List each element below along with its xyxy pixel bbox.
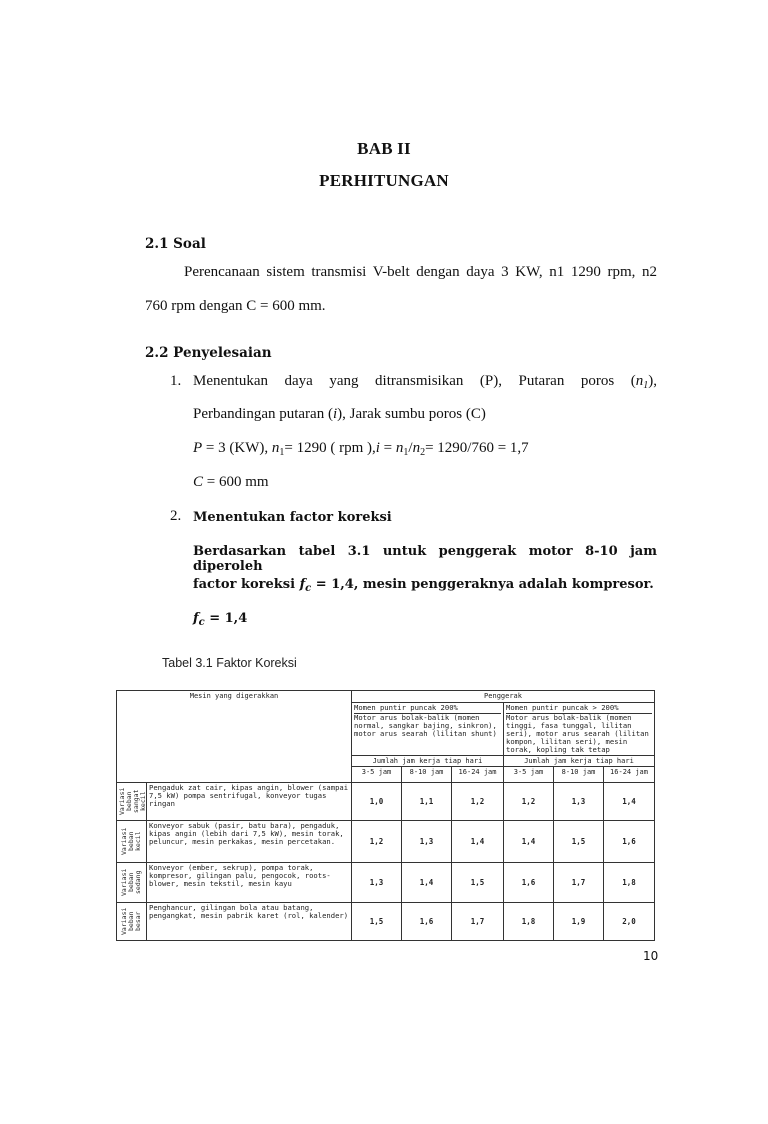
header-drive: Penggerak bbox=[352, 691, 655, 703]
factor-cell: 1,3 bbox=[554, 783, 604, 821]
factor-cell: 1,7 bbox=[452, 903, 504, 941]
variation-label: Variasi beban sedang bbox=[117, 863, 147, 903]
factor-cell: 1,6 bbox=[402, 903, 452, 941]
hours-col: 16-24 jam bbox=[604, 767, 655, 783]
hours-col: 8-10 jam bbox=[554, 767, 604, 783]
table-caption: Tabel 3.1 Faktor Koreksi bbox=[162, 656, 297, 670]
group-1-header: Momen puntir puncak 200% Motor arus bolak-balik (momen normal, sangkar bajing, sinkron), motor arus searah (lilitan shunt) bbox=[352, 703, 504, 756]
factor-cell: 2,0 bbox=[604, 903, 655, 941]
hours-header-2: Jumlah jam kerja tiap hari bbox=[504, 756, 655, 767]
factor-cell: 1,3 bbox=[352, 863, 402, 903]
factor-cell: 1,2 bbox=[352, 821, 402, 863]
machines-cell: Konveyor sabuk (pasir, batu bara), pengaduk, kipas angin (lebih dari 7,5 kW), mesin torak, peluncur, mesin perkakas, mesin percetakan. bbox=[147, 821, 352, 863]
factor-cell: 1,7 bbox=[554, 863, 604, 903]
group-2-header: Momen puntir puncak > 200% Motor arus bolak-balik (momen tinggi, fasa tunggal, lilitan seri), motor arus searah (lilitan kompon, lilitan seri), mesin torak, kopling tak tetap bbox=[504, 703, 655, 756]
factor-cell: 1,8 bbox=[604, 863, 655, 903]
header-machine: Mesin yang digerakkan bbox=[117, 691, 352, 783]
hours-col: 3-5 jam bbox=[504, 767, 554, 783]
factor-cell: 1,1 bbox=[402, 783, 452, 821]
item-2-line-1: Berdasarkan tabel 3.1 untuk penggerak motor 8-10 jam diperoleh bbox=[193, 544, 657, 574]
item-2-result: $f_c = 1,4$ bbox=[193, 611, 248, 628]
correction-factor-table bbox=[116, 690, 654, 936]
factor-cell: 1,4 bbox=[402, 863, 452, 903]
formula-p: P = 3 (KW), $n_1= 1290$ ( rpm )$,i = n_1/n_2= 1290/760 = 1,7$ bbox=[193, 440, 529, 458]
item-2-line-2: factor koreksi $f_c = 1,4$, mesin penggeraknya adalah kompresor. bbox=[193, 577, 654, 594]
soal-line-1: Perencanaan sistem transmisi V-belt dengan daya 3 KW, n1 1290 rpm, n2 bbox=[184, 264, 657, 280]
factor-cell: 1,2 bbox=[452, 783, 504, 821]
factor-cell: 1,4 bbox=[604, 783, 655, 821]
soal-line-2: 760 rpm dengan C = 600 mm. bbox=[145, 298, 326, 314]
page-number: 10 bbox=[643, 949, 659, 963]
factor-cell: 1,2 bbox=[504, 783, 554, 821]
item-2-number: 2. bbox=[170, 508, 182, 524]
table-row bbox=[117, 821, 655, 863]
item-2-heading: Menentukan factor koreksi bbox=[193, 510, 392, 525]
hours-col: 16-24 jam bbox=[452, 767, 504, 783]
variation-label: Variasi beban kecil bbox=[117, 821, 147, 863]
formula-c: C = 600 mm bbox=[193, 474, 269, 490]
table-grid bbox=[116, 690, 655, 941]
table-row bbox=[117, 863, 655, 903]
factor-cell: 1,5 bbox=[452, 863, 504, 903]
section-heading-soal: 2.1 Soal bbox=[145, 236, 206, 252]
variation-label: Variasi beban besar bbox=[117, 903, 147, 941]
factor-cell: 1,9 bbox=[554, 903, 604, 941]
factor-cell: 1,6 bbox=[504, 863, 554, 903]
hours-col: 3-5 jam bbox=[352, 767, 402, 783]
factor-cell: 1,4 bbox=[504, 821, 554, 863]
table-row bbox=[117, 783, 655, 821]
hours-col: 8-10 jam bbox=[402, 767, 452, 783]
factor-cell: 1,8 bbox=[504, 903, 554, 941]
item-1-number: 1. bbox=[170, 373, 182, 389]
variation-label: Variasi beban sangat kecil bbox=[117, 783, 147, 821]
chapter-title: PERHITUNGAN bbox=[319, 171, 449, 190]
item-1-line-2: Perbandingan putaran (i), Jarak sumbu poros (C) bbox=[193, 406, 486, 422]
section-heading-penyelesaian: 2.2 Penyelesaian bbox=[145, 345, 272, 361]
item-1-line-1: Menentukan daya yang ditransmisikan (P), Putaran poros $(n_1)$, bbox=[193, 373, 657, 391]
factor-cell: 1,0 bbox=[352, 783, 402, 821]
chapter-heading: BAB II bbox=[357, 139, 411, 158]
machines-cell: Penghancur, gilingan bola atau batang, pengangkat, mesin pabrik karet (rol, kalender) bbox=[147, 903, 352, 941]
table-row bbox=[117, 903, 655, 941]
factor-cell: 1,4 bbox=[452, 821, 504, 863]
factor-cell: 1,6 bbox=[604, 821, 655, 863]
hours-header-1: Jumlah jam kerja tiap hari bbox=[352, 756, 504, 767]
factor-cell: 1,5 bbox=[554, 821, 604, 863]
machines-cell: Konveyor (ember, sekrup), pompa torak, kompresor, gilingan palu, pengocok, roots-blower, mesin tekstil, mesin kayu bbox=[147, 863, 352, 903]
machines-cell: Pengaduk zat cair, kipas angin, blower (sampai 7,5 kW) pompa sentrifugal, konveyor tugas ringan bbox=[147, 783, 352, 821]
factor-cell: 1,3 bbox=[402, 821, 452, 863]
factor-cell: 1,5 bbox=[352, 903, 402, 941]
